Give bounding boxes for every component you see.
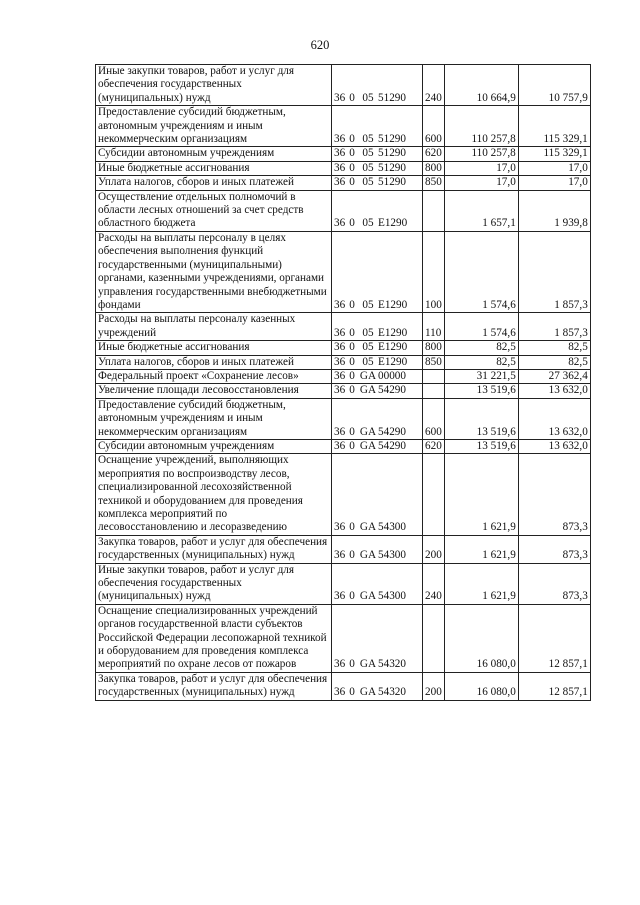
row-name: Закупка товаров, работ и услуг для обеспечения государственных (муниципальных) нужд [96,535,332,563]
code-part: 05 [362,217,374,230]
code-part: E1290 [378,217,408,230]
row-expense-type [423,369,445,383]
row-expense-type: 800 [423,341,445,355]
code-part: 36 [334,549,346,562]
code-part: 36 [334,341,346,354]
row-value-year2: 82,5 [518,355,590,369]
code-part: 0 [349,326,355,339]
row-code [332,355,423,369]
row-code [332,190,423,231]
code-part: 36 [334,161,346,174]
row-name: Уплата налогов, сборов и иных платежей [96,176,332,190]
code-part: 51290 [378,133,406,146]
code-part: 0 [349,521,355,534]
code-part: GA [359,658,377,671]
code-part: 0 [349,425,355,438]
row-value-year1: 1 657,1 [444,190,518,231]
code-part: 0 [349,161,355,174]
row-value-year1: 31 221,5 [444,369,518,383]
code-part: GA [359,384,377,397]
table-row [96,231,591,312]
row-name: Оснащение специализированных учреждений органов государственной власти субъектов Российской Федерации лесопожарной техникой и оборудованием для проведения комплекса мероприятий по охране лесов от пожаров [96,604,332,672]
table-row [96,161,591,175]
row-code [332,341,423,355]
table-row [96,454,591,535]
code-part: 0 [349,298,355,311]
row-name: Расходы на выплаты персоналу в целях обеспечения выполнения функций государственными (муниципальными) органами, казенными учреждениями, органами управления государственными внебюджетными фондами [96,231,332,312]
table-row [96,190,591,231]
row-value-year1: 17,0 [444,176,518,190]
code-part: 54290 [378,425,406,438]
table-row [96,398,591,439]
budget-table [95,64,591,701]
row-name: Субсидии автономным учреждениям [96,439,332,453]
row-expense-type: 110 [423,313,445,341]
row-code [332,604,423,672]
code-part: 54290 [378,384,406,397]
row-value-year2: 873,3 [518,563,590,604]
row-name: Предоставление субсидий бюджетным, автономным учреждениям и иным некоммерческим организациям [96,398,332,439]
row-code [332,106,423,147]
table-row [96,355,591,369]
row-value-year1: 17,0 [444,161,518,175]
table-row [96,369,591,383]
row-value-year1: 1 621,9 [444,535,518,563]
row-value-year2: 115 329,1 [518,106,590,147]
code-part: 36 [334,91,346,104]
code-part: 0 [349,217,355,230]
row-value-year1: 16 080,0 [444,672,518,700]
code-part: 51290 [378,147,406,160]
code-part: 51290 [378,91,406,104]
code-part: 05 [362,147,374,160]
page-number: 620 [310,38,330,52]
row-value-year1: 110 257,8 [444,147,518,161]
code-part: 36 [334,590,346,603]
row-name: Субсидии автономным учреждениям [96,147,332,161]
row-name: Закупка товаров, работ и услуг для обеспечения государственных (муниципальных) нужд [96,672,332,700]
code-part: 51290 [378,176,406,189]
table-row [96,313,591,341]
code-part: 54320 [378,658,406,671]
row-value-year2: 1 857,3 [518,313,590,341]
row-code [332,369,423,383]
row-expense-type: 850 [423,176,445,190]
code-part: 05 [362,161,374,174]
row-name: Иные закупки товаров, работ и услуг для обеспечения государственных (муниципальных) нужд [96,65,332,106]
row-value-year2: 12 857,1 [518,672,590,700]
code-part: 0 [349,590,355,603]
row-code [332,231,423,312]
code-part: 54290 [378,439,406,452]
code-part: 54300 [378,521,406,534]
code-part: 36 [334,658,346,671]
code-part: GA [359,425,377,438]
code-part: 36 [334,133,346,146]
row-expense-type: 620 [423,147,445,161]
table-row [96,106,591,147]
code-part: 05 [362,91,374,104]
row-expense-type: 240 [423,563,445,604]
row-code [332,672,423,700]
code-part: 0 [349,147,355,160]
row-value-year1: 10 664,9 [444,65,518,106]
table-row [96,535,591,563]
code-part: 36 [334,326,346,339]
code-part: GA [359,369,377,382]
code-part: 0 [349,549,355,562]
row-value-year2: 873,3 [518,454,590,535]
code-part: 36 [334,355,346,368]
row-code [332,65,423,106]
code-part: 0 [349,686,355,699]
code-part: 05 [362,355,374,368]
row-value-year1: 82,5 [444,355,518,369]
table-row [96,384,591,398]
code-part: GA [359,521,377,534]
code-part: 0 [349,133,355,146]
row-code [332,563,423,604]
row-code [332,147,423,161]
row-value-year1: 13 519,6 [444,398,518,439]
row-code [332,398,423,439]
table-row [96,65,591,106]
row-name: Оснащение учреждений, выполняющих мероприятия по воспроизводству лесов, специализированной лесохозяйственной техникой и оборудованием для проведения комплекса мероприятий по лесовосстановлению и лесоразведению [96,454,332,535]
code-part: GA [359,439,377,452]
row-value-year2: 13 632,0 [518,439,590,453]
row-value-year2: 873,3 [518,535,590,563]
row-code [332,176,423,190]
row-value-year2: 10 757,9 [518,65,590,106]
row-value-year2: 115 329,1 [518,147,590,161]
table-row [96,147,591,161]
table-row [96,604,591,672]
row-name: Иные бюджетные ассигнования [96,161,332,175]
code-part: 36 [334,384,346,397]
row-value-year2: 13 632,0 [518,384,590,398]
row-name: Расходы на выплаты персоналу казенных учреждений [96,313,332,341]
row-value-year2: 12 857,1 [518,604,590,672]
row-expense-type: 800 [423,161,445,175]
row-name: Осуществление отдельных полномочий в области лесных отношений за счет средств областного бюджета [96,190,332,231]
code-part: 0 [349,176,355,189]
row-value-year2: 17,0 [518,176,590,190]
code-part: 0 [349,355,355,368]
code-part: 36 [334,217,346,230]
row-name: Иные бюджетные ассигнования [96,341,332,355]
code-part: 00000 [378,369,406,382]
row-value-year1: 13 519,6 [444,384,518,398]
row-value-year2: 1 857,3 [518,231,590,312]
row-value-year1: 16 080,0 [444,604,518,672]
code-part: 54300 [378,549,406,562]
row-value-year1: 1 621,9 [444,454,518,535]
code-part: 0 [349,658,355,671]
code-part: 54320 [378,686,406,699]
code-part: 54300 [378,590,406,603]
code-part: 36 [334,686,346,699]
row-expense-type [423,604,445,672]
row-expense-type: 600 [423,398,445,439]
row-name: Федеральный проект «Сохранение лесов» [96,369,332,383]
row-code [332,439,423,453]
code-part: 05 [362,341,374,354]
row-value-year2: 27 362,4 [518,369,590,383]
code-part: 36 [334,176,346,189]
code-part: GA [359,686,377,699]
code-part: 05 [362,298,374,311]
row-code [332,384,423,398]
row-code [332,313,423,341]
row-expense-type: 200 [423,535,445,563]
row-value-year2: 82,5 [518,341,590,355]
code-part: 0 [349,341,355,354]
code-part: 36 [334,425,346,438]
row-value-year2: 17,0 [518,161,590,175]
code-part: 05 [362,176,374,189]
code-part: 05 [362,326,374,339]
code-part: E1290 [378,341,408,354]
row-expense-type: 200 [423,672,445,700]
code-part: 36 [334,369,346,382]
code-part: 36 [334,439,346,452]
row-expense-type: 850 [423,355,445,369]
table-row [96,563,591,604]
row-value-year1: 1 574,6 [444,313,518,341]
code-part: GA [359,549,377,562]
row-value-year1: 13 519,6 [444,439,518,453]
row-value-year1: 1 621,9 [444,563,518,604]
table-row [96,672,591,700]
code-part: 0 [349,91,355,104]
row-expense-type [423,384,445,398]
code-part: E1290 [378,298,408,311]
code-part: 05 [362,133,374,146]
code-part: 36 [334,298,346,311]
code-part: E1290 [378,355,408,368]
row-value-year1: 110 257,8 [444,106,518,147]
table-row [96,341,591,355]
row-code [332,161,423,175]
row-expense-type: 600 [423,106,445,147]
code-part: 36 [334,147,346,160]
code-part: 0 [349,439,355,452]
row-name: Уплата налогов, сборов и иных платежей [96,355,332,369]
code-part: GA [359,590,377,603]
row-code [332,535,423,563]
code-part: 0 [349,384,355,397]
row-name: Иные закупки товаров, работ и услуг для обеспечения государственных (муниципальных) нужд [96,563,332,604]
row-value-year2: 13 632,0 [518,398,590,439]
row-expense-type: 240 [423,65,445,106]
row-expense-type [423,190,445,231]
code-part: 36 [334,521,346,534]
row-value-year2: 1 939,8 [518,190,590,231]
table-row [96,176,591,190]
row-code [332,454,423,535]
code-part: 0 [349,369,355,382]
row-name: Увеличение площади лесовосстановления [96,384,332,398]
row-name: Предоставление субсидий бюджетным, автономным учреждениям и иным некоммерческим организациям [96,106,332,147]
row-expense-type: 620 [423,439,445,453]
row-expense-type [423,454,445,535]
budget-table-body [96,65,591,701]
row-value-year1: 82,5 [444,341,518,355]
row-expense-type: 100 [423,231,445,312]
code-part: 51290 [378,161,406,174]
row-value-year1: 1 574,6 [444,231,518,312]
table-row [96,439,591,453]
code-part: E1290 [378,326,408,339]
